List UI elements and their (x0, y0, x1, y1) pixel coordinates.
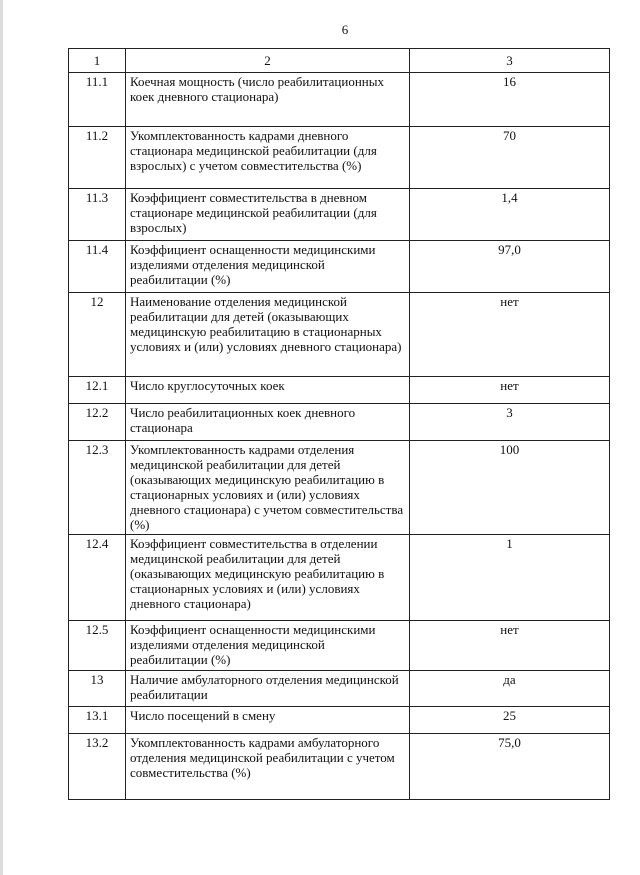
row-value: 100 (410, 441, 610, 535)
row-number: 12.2 (69, 404, 126, 441)
row-description: Коэффициент оснащенности медицинскими изделиями отделения медицинской реабилитации (%) (126, 621, 410, 671)
table-row (69, 535, 610, 621)
table-body (69, 73, 610, 800)
row-value: нет (410, 377, 610, 404)
row-description: Коэффициент совместительства в дневном стационаре медицинской реабилитации (для взрослых) (126, 189, 410, 241)
table-row (69, 621, 610, 671)
row-description: Число реабилитационных коек дневного стационара (126, 404, 410, 441)
row-number: 12.5 (69, 621, 126, 671)
row-number: 13.2 (69, 734, 126, 800)
row-number: 11.3 (69, 189, 126, 241)
row-number: 13.1 (69, 707, 126, 734)
row-description: Коечная мощность (число реабилитационных коек дневного стационара) (126, 73, 410, 127)
row-description: Наличие амбулаторного отделения медицинской реабилитации (126, 671, 410, 707)
row-value: 16 (410, 73, 610, 127)
row-value: 25 (410, 707, 610, 734)
row-description: Коэффициент оснащенности медицинскими изделиями отделения медицинской реабилитации (%) (126, 241, 410, 293)
row-value: 1 (410, 535, 610, 621)
row-number: 11.1 (69, 73, 126, 127)
table-row (69, 241, 610, 293)
row-value: нет (410, 293, 610, 377)
row-description: Укомплектованность кадрами дневного стационара медицинской реабилитации (для взрослых) с учетом совместительства (%) (126, 127, 410, 189)
row-number: 12 (69, 293, 126, 377)
row-description: Наименование отделения медицинской реабилитации для детей (оказывающих медицинскую реабилитацию в стационарных условиях и (или) условиях дневного стационара) (126, 293, 410, 377)
row-value: 70 (410, 127, 610, 189)
row-number: 11.4 (69, 241, 126, 293)
table-row (69, 404, 610, 441)
column-header-3: 3 (410, 49, 610, 73)
row-number: 11.2 (69, 127, 126, 189)
column-header-2: 2 (126, 49, 410, 73)
table-row (69, 293, 610, 377)
row-description: Число круглосуточных коек (126, 377, 410, 404)
row-description: Укомплектованность кадрами отделения медицинской реабилитации для детей (оказывающих медицинскую реабилитацию в стационарных условиях и (или) условиях дневного стационара) с учетом совместительства (%) (126, 441, 410, 535)
table-row (69, 707, 610, 734)
row-description: Коэффициент совместительства в отделении медицинской реабилитации для детей (оказывающих медицинскую реабилитацию в стационарных условиях и (или) условиях дневного стационара) (126, 535, 410, 621)
table-row (69, 671, 610, 707)
row-number: 12.3 (69, 441, 126, 535)
row-description: Число посещений в смену (126, 707, 410, 734)
row-number: 13 (69, 671, 126, 707)
table-row (69, 127, 610, 189)
row-value: 75,0 (410, 734, 610, 800)
table-row (69, 189, 610, 241)
row-value: 1,4 (410, 189, 610, 241)
table-row (69, 377, 610, 404)
page-number: 6 (341, 22, 349, 37)
row-number: 12.1 (69, 377, 126, 404)
table-row (69, 441, 610, 535)
row-description: Укомплектованность кадрами амбулаторного отделения медицинской реабилитации с учетом совместительства (%) (126, 734, 410, 800)
column-header-1: 1 (69, 49, 126, 73)
table-row (69, 734, 610, 800)
scan-edge (0, 0, 3, 875)
row-value: нет (410, 621, 610, 671)
row-number: 12.4 (69, 535, 126, 621)
row-value: да (410, 671, 610, 707)
table-row (69, 73, 610, 127)
data-table (68, 48, 610, 800)
row-value: 3 (410, 404, 610, 441)
row-value: 97,0 (410, 241, 610, 293)
table-header-row (69, 49, 610, 73)
